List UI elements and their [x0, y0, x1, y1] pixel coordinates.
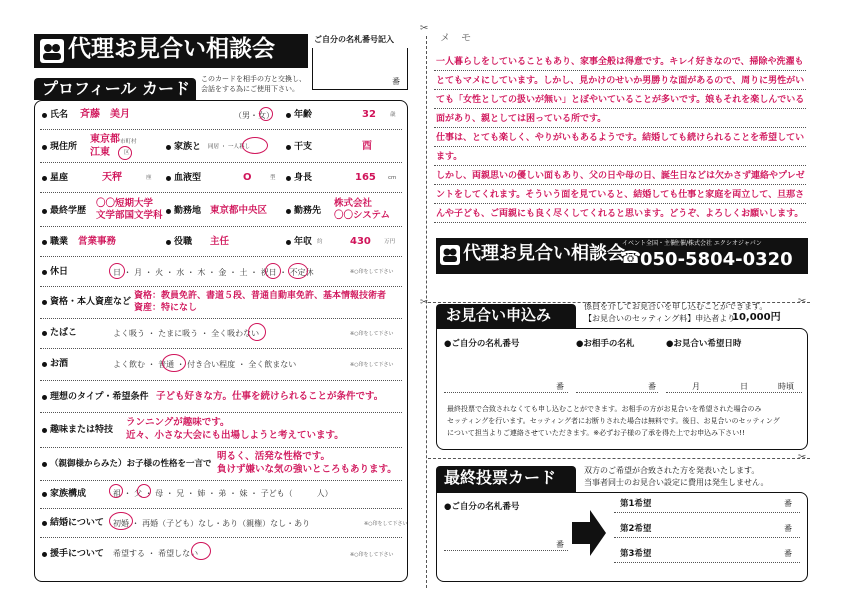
application-title: お見合い申込み — [446, 306, 552, 324]
vote-choice-ban: 番 — [784, 499, 792, 508]
job-label: 職業 — [50, 237, 69, 247]
hobby-l1: ランニングが趣味です。 — [126, 417, 230, 428]
employer-l1: 株式会社 — [334, 198, 373, 209]
ward-circle-mark — [118, 146, 132, 160]
profile-card-title: プロフィール カード — [42, 79, 190, 98]
income-approx: 約 — [317, 239, 323, 245]
arrow-right-icon — [572, 508, 608, 562]
age-value: 32 — [362, 109, 376, 120]
mother-circle-mark — [137, 484, 151, 498]
memo-line: とてもマメにしています。しかし、見かけのせいか男勝りな面があるので、周りに男性がい — [436, 76, 805, 86]
memo-line: んや子ども、ご両親にも良く尽くしてくれると思います。どうぞ、よろしくお願いします。 — [436, 209, 804, 219]
memo-rule — [434, 222, 806, 223]
own-id-field[interactable] — [444, 392, 568, 393]
father-circle-mark — [109, 484, 123, 498]
age-label: 年齢 — [294, 110, 313, 120]
scissors-icon-2: ✂ — [420, 297, 429, 308]
sex-options[interactable]: （男・女） — [234, 111, 274, 120]
zodiac-unit: 座 — [146, 175, 152, 181]
date-field[interactable] — [666, 392, 802, 393]
profile-card-box — [34, 100, 408, 582]
height-unit: cm — [388, 175, 397, 181]
blood-value: O — [243, 172, 252, 183]
scissors-icon-3: ✂ — [798, 296, 807, 307]
living-alone-circle-mark — [242, 137, 268, 154]
fold-line — [426, 36, 427, 588]
vote-own-id-ban: 番 — [556, 540, 564, 549]
ideal-type-label: 理想のタイプ・希望条件 — [50, 392, 149, 402]
vote-choice-label: 第1希望 — [620, 499, 652, 509]
family-composition-options[interactable]: 祖 ・ 父 ・ 母 ・ 兄 ・ 姉 ・ 弟 ・ 妹 ・ 子ども（ 人） — [113, 489, 333, 498]
cut-line-2 — [428, 458, 810, 459]
education-school: 〇〇短期大学 — [96, 198, 154, 209]
not-desired-circle-mark — [191, 542, 211, 560]
hobby-l2: 近々、小さな大会にも出場しようと考えています。 — [126, 430, 344, 441]
family-options[interactable]: 同居 ・ 一人暮し — [208, 144, 250, 150]
banner-logo-icon — [440, 245, 460, 265]
name-id-label: ご自分の名札番号記入 — [314, 35, 394, 44]
job-value: 営業事務 — [78, 236, 117, 247]
sunday-circle-mark — [109, 263, 125, 279]
zodiac-label: 星座 — [50, 173, 69, 183]
scissors-icon-4: ✂ — [798, 452, 807, 463]
tobacco-circle-note: ※○印をして下さい — [350, 331, 394, 337]
height-label: 身長 — [294, 173, 313, 183]
memo-line: 面があり、親としては困っている所です。 — [436, 114, 607, 124]
memo-line: 一人暮らしをしていることもあり、家事全般は得意です。キレイ好きなので、掃除や洗濯も — [436, 57, 804, 67]
vote-choice-ban: 番 — [784, 524, 792, 533]
marriage-label: 結婚について — [50, 518, 104, 528]
own-id-ban: 番 — [556, 382, 564, 391]
memo-rule — [434, 203, 806, 204]
scissors-icon: ✂ — [420, 23, 429, 34]
qualifications-l1: 資格：教員免許、書道５段、普通自動車免許、基本情報技術者 — [134, 291, 387, 301]
partner-id-label: ●お相手の名札 — [576, 339, 635, 349]
vote-desc-1: 双方のご希望が合致された方を発表いたします。 — [584, 466, 760, 475]
caregiving-label: 援手について — [50, 549, 104, 559]
blood-label: 血液型 — [174, 173, 202, 183]
partner-id-field[interactable] — [576, 392, 658, 393]
memo-rule — [434, 127, 806, 128]
application-desc-1: 係員を介してお見合いを申し込むことができます。 — [584, 302, 768, 311]
address-unit-bot: 区 — [124, 150, 130, 156]
application-fee: 10,000円 — [732, 312, 781, 323]
alcohol-label: お酒 — [50, 359, 69, 369]
address-label: 現住所 — [50, 142, 78, 152]
eto-value: 酉 — [362, 141, 372, 152]
name-value: 斉藤 美月 — [80, 109, 130, 120]
partner-id-ban: 番 — [648, 382, 656, 391]
phone-icon: ☎ — [620, 248, 642, 268]
ideal-type-value: 子ども好きな方。仕事を続けられることが条件です。 — [156, 391, 384, 402]
vote-own-id-field[interactable] — [444, 550, 568, 551]
holiday-circle-note: ※○印をして下さい — [350, 269, 394, 275]
day-label: 日 — [740, 382, 748, 391]
memo-rule — [434, 108, 806, 109]
employer-label: 勤務先 — [294, 206, 322, 216]
name-label: 氏名 — [50, 110, 69, 120]
vote-choice-field[interactable] — [614, 562, 800, 563]
position-label: 役職 — [174, 237, 193, 247]
vote-desc-2: 当事者同士のお見合い設定に費用は発生しません。 — [584, 478, 769, 487]
vote-title: 最終投票カード — [444, 468, 557, 487]
memo-line: ます。 — [436, 152, 463, 162]
banner-sponsor-prefix: イベント全国・主催 — [622, 240, 677, 247]
logo-icon — [40, 39, 64, 63]
normal-drinking-circle-mark — [162, 354, 186, 372]
tobacco-options[interactable]: よく吸う ・ たまに吸う ・ 全く吸わない — [113, 329, 260, 338]
zodiac-value: 天秤 — [102, 172, 122, 183]
memo-rule — [434, 184, 806, 185]
caregiving-options[interactable]: 希望する ・ 希望しない — [113, 549, 199, 558]
banner-sponsor: 主催/株式会社 エクシオジャパン — [674, 240, 762, 247]
name-id-ban: 番 — [392, 77, 400, 86]
holiday-circle-mark — [288, 263, 308, 279]
no-smoking-circle-mark — [248, 323, 266, 341]
personality-l2: 負けず嫌いな気の強いところもあります。 — [217, 464, 397, 475]
income-value: 430 — [350, 236, 371, 247]
qualifications-l2: 資産：特になし — [134, 303, 198, 313]
vote-own-id-label: ●ご自分の名札番号 — [444, 502, 520, 512]
memo-line: ても「女性としての扱いが無い」とぼやいていることが多いです。娘もそれを楽しんでいる — [436, 95, 805, 105]
education-dept: 文学部国文学科 — [96, 210, 163, 221]
address-city: 江東 — [90, 147, 110, 158]
holiday-options[interactable]: 日 ・ 月 ・ 火 ・ 水 ・ 木 ・ 金 ・ 土 ・ 祝日 ・ 不定休 — [113, 268, 314, 277]
work-location-value: 東京都中央区 — [210, 205, 268, 216]
card-note-1: このカードを相手の方と交換し、 — [201, 75, 306, 83]
alcohol-options[interactable]: よく飲む ・ 普通 ・ 付き合い程度 ・ 全く飲まない — [113, 360, 297, 369]
qualifications-label: 資格・本人資産など — [50, 297, 132, 307]
vote-choice-label: 第2希望 — [620, 524, 652, 534]
time-label: 時頃 — [778, 382, 794, 391]
memo-rule — [434, 89, 806, 90]
address-pref: 東京都 — [90, 134, 120, 145]
application-note-1: 最終投票で合致されなくても申し込むことができます。お相手の方がお見合いを希望された場合のみ — [447, 405, 762, 413]
vote-choice-ban: 番 — [784, 549, 792, 558]
tobacco-label: たばこ — [50, 328, 78, 338]
banner-title: 代理お見合い相談会 — [463, 243, 625, 264]
application-note-3: について担当よりご連絡させていただきます。※必ずお子様の了承を得た上でお申込み下さい!! — [447, 429, 745, 437]
personality-label: （親御様からみた）お子様の性格を一言で — [50, 459, 212, 469]
sex-circle-mark — [259, 107, 273, 121]
first-marriage-circle-mark — [109, 512, 133, 530]
blood-unit: 型 — [270, 175, 276, 181]
employer-l2: 〇〇システム — [334, 210, 391, 221]
banner-phone: 050-5804-0320 — [640, 249, 793, 270]
date-pref-label: ●お見合い希望日時 — [666, 339, 742, 349]
own-id-label: ●ご自分の名札番号 — [444, 339, 520, 349]
education-label: 最終学歴 — [50, 206, 87, 216]
marriage-options[interactable]: 初婚 ・ 再婚（子ども）なし・あり（親権）なし・あり — [113, 519, 311, 528]
vote-choice-label: 第3希望 — [620, 549, 652, 559]
age-unit: 歳 — [390, 112, 396, 118]
family-composition-label: 家族構成 — [50, 489, 87, 499]
month-label: 月 — [692, 382, 700, 391]
memo-line: ントをしてくれます。そういう面を見ていると、結婚しても仕事と家庭を両立して、旦那さ — [436, 190, 805, 200]
memo-rule — [434, 146, 806, 147]
work-location-label: 勤務地 — [174, 206, 202, 216]
card-note-2: 会話をする為にご使用下さい。 — [201, 85, 299, 93]
eto-label: 干支 — [294, 142, 313, 152]
caregiving-circle-note: ※○印をして下さい — [350, 552, 394, 558]
income-label: 年収 — [294, 237, 313, 247]
holiday-label: 休日 — [50, 267, 69, 277]
marriage-circle-note: ※○印をして下さい — [364, 521, 408, 527]
memo-line: しかし、両親思いの優しい面もあり、父の日や母の日、誕生日などは欠かさず連絡やプレゼ — [436, 171, 805, 181]
page-title: 代理お見合い相談会 — [68, 36, 275, 62]
hobby-label: 趣味または特技 — [50, 425, 114, 435]
income-unit: 万円 — [384, 239, 396, 245]
memo-rule — [434, 70, 806, 71]
personality-l1: 明るく、活発な性格です。 — [217, 451, 331, 462]
vote-choice-field[interactable] — [614, 537, 800, 538]
application-desc-2: 【お見合いのセッティング料】申込者より — [584, 314, 736, 323]
saturday-circle-mark — [265, 263, 281, 279]
application-note-2: セッティングを行います。セッティング者にお断りされた場合は無料です。後日、お見合いのセッティング — [447, 417, 780, 425]
position-value: 主任 — [210, 236, 230, 247]
memo-line: 仕事は、とても楽しく、やりがいもあるようです。結婚しても続けられることを希望してい — [436, 133, 805, 143]
memo-title: メ モ — [440, 33, 476, 44]
height-value: 165 — [355, 172, 376, 183]
alcohol-circle-note: ※○印をして下さい — [350, 362, 394, 368]
address-unit-top: 市町村 — [120, 139, 137, 145]
vote-choice-field[interactable] — [614, 512, 800, 513]
family-label: 家族と — [174, 142, 202, 152]
memo-rule — [434, 165, 806, 166]
